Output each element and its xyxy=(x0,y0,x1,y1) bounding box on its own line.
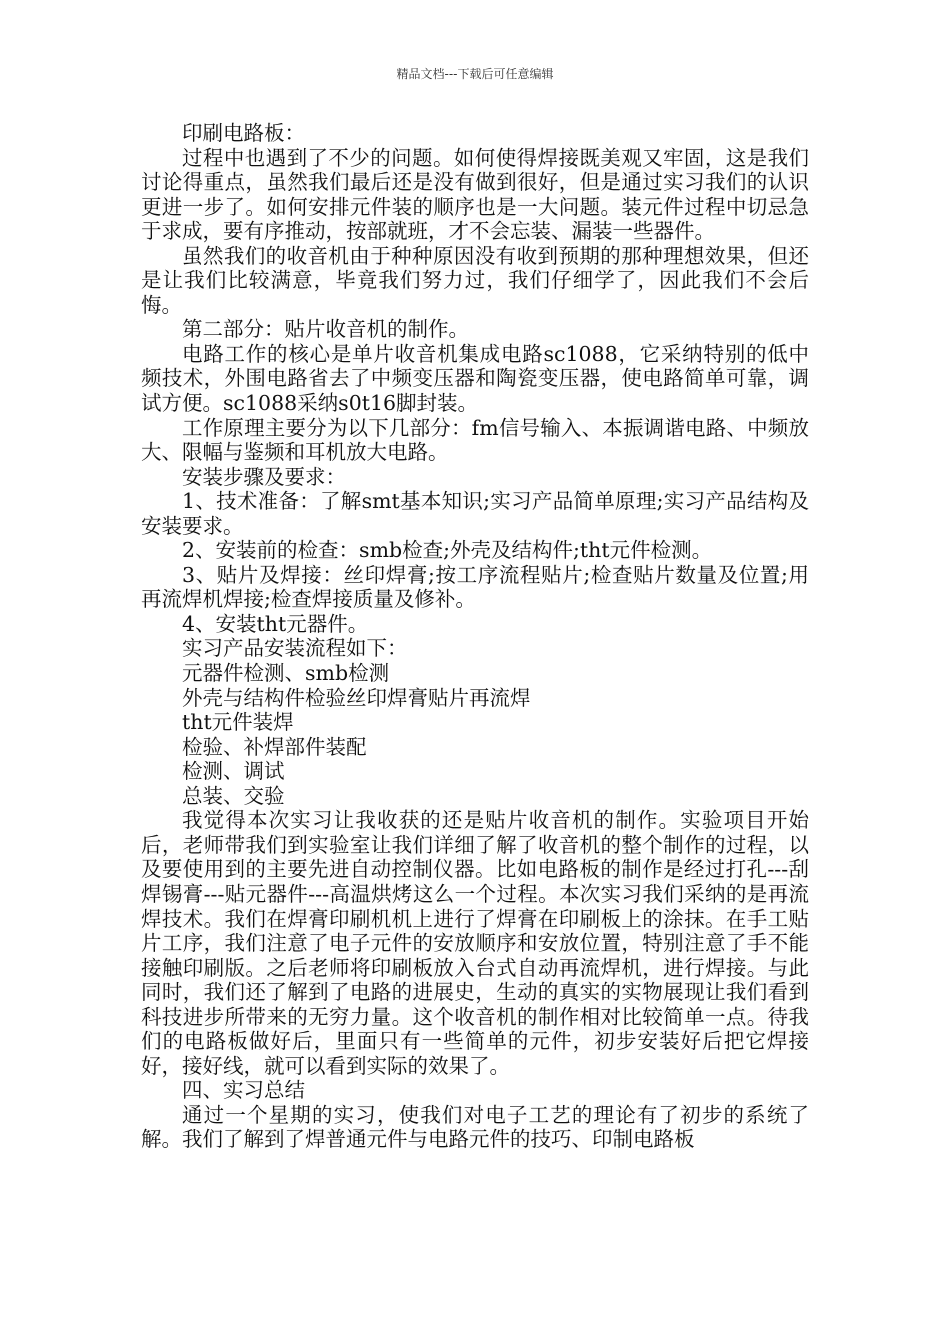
list-item: 4、安装tht元器件。 xyxy=(182,611,369,636)
flow-step: 检验、补焊部件装配 xyxy=(182,734,367,759)
paragraph: 工作原理主要分为以下几部分：fm信号输入、本振调谐电路、中频放大、限幅与鉴频和耳机放大电路。 xyxy=(141,415,809,465)
document-body xyxy=(141,121,809,1152)
page-header: 精品文档---下载后可任意编辑 xyxy=(396,67,554,81)
flow-step: 检测、调试 xyxy=(182,759,285,784)
flow-step: 外壳与结构件检验丝印焊膏贴片再流焊 xyxy=(182,685,531,710)
paragraph: 虽然我们的收音机由于种种原因没有收到预期的那种理想效果，但还是让我们比较满意，毕竟我们努力过，我们仔细学了，因此我们不会后悔。 xyxy=(141,243,809,317)
flow-step: 总装、交验 xyxy=(182,783,285,808)
paragraph: 印刷电路板： xyxy=(182,121,305,145)
list-item: 1、技术准备：了解smt基本知识;实习产品简单原理;实习产品结构及安装要求。 xyxy=(141,489,809,538)
list-item: 3、贴片及焊接：丝印焊膏;按工序流程贴片;检查贴片数量及位置;用再流焊机焊接;检查焊接质量及修补。 xyxy=(141,562,809,612)
flow-step: tht元件装焊 xyxy=(182,710,294,735)
paragraph: 安装步骤及要求： xyxy=(182,464,346,489)
paragraph: 过程中也遇到了不少的问题。如何使得焊接既美观又牢固，这是我们讨论得重点，虽然我们最后还是没有做到很好，但是通过实习我们的认识更进一步了。如何安排元件装的顺序也是一大问题。装元件过程中切忌急于求成，要有序推动，按部就班，才不会忘装、漏装一些器件。 xyxy=(141,145,809,244)
paragraph: 实习产品安装流程如下： xyxy=(182,636,408,661)
paragraph: 我觉得本次实习让我收获的还是贴片收音机的制作。实验项目开始后，老师带我们到实验室让我们详细了解了收音机的整个制作的过程，以及要使用到的主要先进自动控制仪器。比如电路板的制作是经过打孔---刮焊锡膏---贴元器件---高温烘烤这么一个过程。本次实习我们采纳的是再流焊技术。我们在焊膏印刷机机上进行了焊膏在印刷板上的涂抹。在手工贴片工序，我们注意了电子元件的安放顺序和安放位置，特别注意了手不能接触印刷版。之后老师将印刷板放入台式自动再流焊机，进行焊接。与此同时，我们还了解到了电路的进展史，生动的真实的实物展现让我们看到科技进步所带来的无穷力量。这个收音机的制作相对比较简单一点。待我们的电路板做好后，里面只有一些简单的元件，初步安装好后把它焊接好，接好线，就可以看到实际的效果了。 xyxy=(141,808,809,1078)
section-heading: 第二部分：贴片收音机的制作。 xyxy=(182,317,469,342)
list-item: 2、安装前的检查：smb检查;外壳及结构件;tht元件检测。 xyxy=(182,538,713,563)
paragraph: 电路工作的核心是单片收音机集成电路sc1088，它采纳特别的低中频技术，外围电路省去了中频变压器和陶瓷变压器，使电路简单可靠，调试方便。sc1088采纳s0t16脚封装。 xyxy=(141,341,809,416)
flow-step: 元器件检测、smb检测 xyxy=(182,661,390,686)
paragraph: 通过一个星期的实习，使我们对电子工艺的理论有了初步的系统了解。我们了解到了焊普通元件与电路元件的技巧、印制电路板 xyxy=(141,1102,809,1152)
section-heading: 四、实习总结 xyxy=(182,1078,305,1103)
